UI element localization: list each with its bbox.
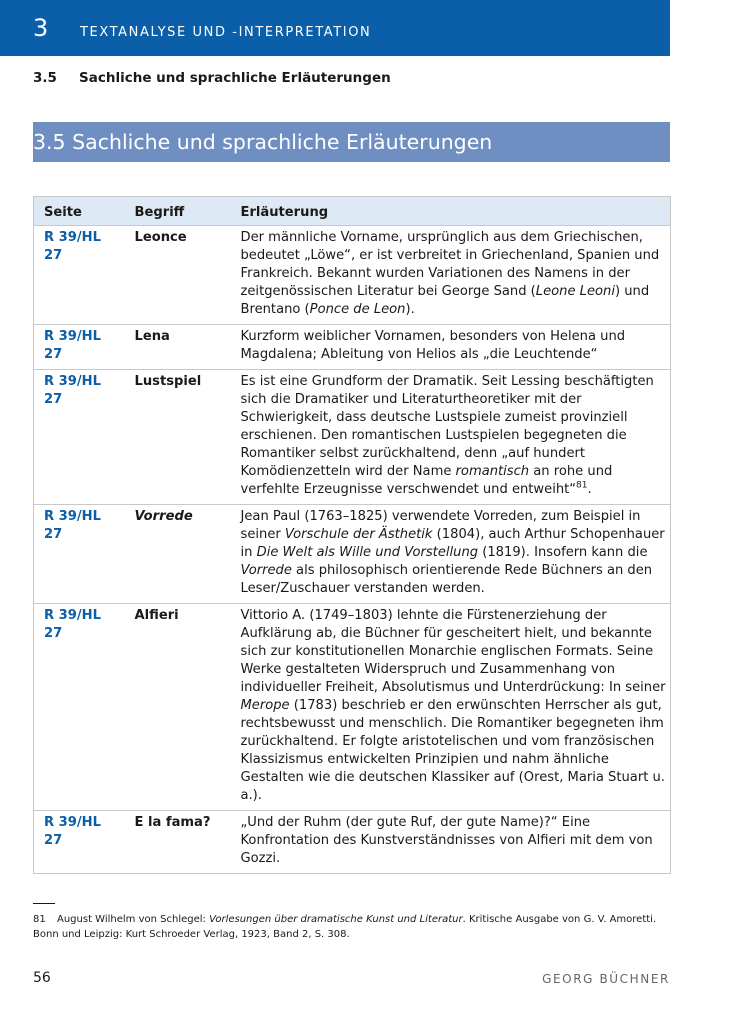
text-segment: Jean Paul (1763–1825) verwendete Vorreden, zum Beispiel in seiner: [240, 509, 641, 542]
footnote-text: [33, 914, 656, 940]
italic-text: Ponce de Leon: [309, 302, 406, 317]
footnote-reference: 81: [576, 480, 588, 491]
table-row: [34, 505, 671, 604]
italic-text: Leone Leoni: [535, 284, 615, 299]
italic-text: Vorrede: [240, 563, 292, 578]
page-reference: R 39/HL 27: [34, 226, 125, 325]
text-segment: an rohe und verfehlte Erzeugnisse verschwendet und entweiht“: [240, 464, 613, 497]
footnote: [33, 912, 673, 942]
footnote-rule: [33, 903, 55, 904]
running-head-number: 3.5: [33, 70, 57, 86]
explanation: [231, 505, 671, 604]
text-segment: ).: [405, 302, 415, 317]
italic-text: romantisch: [455, 464, 530, 479]
explanation: [231, 370, 671, 505]
text-segment: . Kritische Ausgabe von G. V. Amoretti. Bonn und Leipzig: Kurt Schroeder Verlag, 1923, Band 2, S. 308.: [33, 914, 657, 940]
chapter-number: 3: [33, 14, 49, 42]
page-reference: R 39/HL 27: [34, 811, 125, 874]
footer-book-title: GEORG BÜCHNER: [542, 972, 670, 986]
text-segment: Vittorio A. (1749–1803) lehnte die Fürstenerziehung der Aufklärung ab, die Büchner für gescheitert hielt, und bekannte sich zur konstitutionellen Monarchie englischen Formats. Seine Werke gestalteten Widerspruch und Zusammenhang von individueller Freiheit, Absolutismus und Unterdrückung: In seiner: [240, 608, 666, 695]
term: Lena: [125, 325, 231, 370]
page-reference: R 39/HL 27: [34, 505, 125, 604]
page-reference: R 39/HL 27: [34, 370, 125, 505]
page-reference: R 39/HL 27: [34, 604, 125, 811]
glossary-table-body: [34, 226, 671, 874]
column-header-page: Seite: [34, 197, 125, 226]
term: Leonce: [125, 226, 231, 325]
running-head-title: Sachliche und sprachliche Erläuterungen: [79, 70, 391, 86]
term: E la fama?: [125, 811, 231, 874]
term: Lustspiel: [125, 370, 231, 505]
italic-text: Vorlesungen über dramatische Kunst und Literatur: [209, 914, 463, 925]
table-row: [34, 226, 671, 325]
text-segment: August Wilhelm von Schlegel:: [57, 914, 210, 925]
table-row: [34, 811, 671, 874]
text-segment: (1783) beschrieb er den erwünschten Herrscher als gut, rechtsbewusst und menschlich. Die Romantiker begegneten ihm zurückhaltend. Er folgte aristotelischen und vom französischen Klassizismus entwickelten Prinzipien und nahm ähnliche Gestalten wie die deutschen Klassiker auf (Orest, Maria Stuart u. a.).: [240, 698, 665, 803]
explanation: [231, 811, 671, 874]
section-heading-band: [33, 122, 670, 162]
text-segment: Der männliche Vorname, ursprünglich aus dem Griechischen, bedeutet „Löwe“, er ist verbreitet in Griechenland, Spanien und Frankreich. Bekannt wurden Variationen des Namens in der zeitgenössischen Literatur bei George Sand (: [240, 230, 660, 299]
text-segment: Es ist eine Grundform der Dramatik. Seit Lessing beschäftigten sich die Dramatiker und Literaturtheoretiker mit der Schwierigkeit, dass deutsche Lustspiele zumeist provinziell erschienen. Den romantischen Lustspielen begegneten die Romantiker selbst zurückhaltend, denn „auf hundert Komödienzetteln wird der Name: [240, 374, 654, 479]
page-reference: R 39/HL 27: [34, 325, 125, 370]
italic-text: Die Welt als Wille und Vorstellung: [256, 545, 479, 560]
section-heading: 3.5 Sachliche und sprachliche Erläuterungen: [33, 130, 493, 154]
text-segment: (1819). Insofern kann die: [478, 545, 648, 560]
table-header-row: [34, 197, 671, 226]
column-header-explanation: Erläuterung: [231, 197, 671, 226]
text-segment: .: [587, 482, 592, 497]
italic-text: Merope: [240, 698, 290, 713]
text-segment: als philosophisch orientierende Rede Büchners an den Leser/Zuschauer verstanden werden.: [240, 563, 653, 596]
explanation: [231, 325, 671, 370]
glossary-table: [33, 196, 671, 874]
footnote-number: 81: [33, 914, 46, 925]
page-number: 56: [33, 970, 51, 986]
column-header-term: Begriff: [125, 197, 231, 226]
table-row: [34, 325, 671, 370]
explanation: [231, 604, 671, 811]
text-segment: (1804), auch Arthur Schopenhauer in: [240, 527, 665, 560]
chapter-header-band: [0, 0, 670, 56]
table-row: [34, 604, 671, 811]
text-segment: „Und der Ruhm (der gute Ruf, der gute Name)?“ Eine Konfrontation des Kunstverständnisses von Alfieri mit dem von Gozzi.: [240, 815, 653, 866]
table-row: [34, 370, 671, 505]
running-head: [33, 70, 391, 86]
term: Alfieri: [125, 604, 231, 811]
term: Vorrede: [125, 505, 231, 604]
italic-text: Vorschule der Ästhetik: [284, 527, 433, 542]
chapter-title: TEXTANALYSE UND -INTERPRETATION: [80, 25, 372, 40]
text-segment: ) und Brentano (: [240, 284, 650, 317]
text-segment: Kurzform weiblicher Vornamen, besonders von Helena und Magdalena; Ableitung von Helios als „die Leuchtende“: [240, 329, 626, 362]
explanation: [231, 226, 671, 325]
